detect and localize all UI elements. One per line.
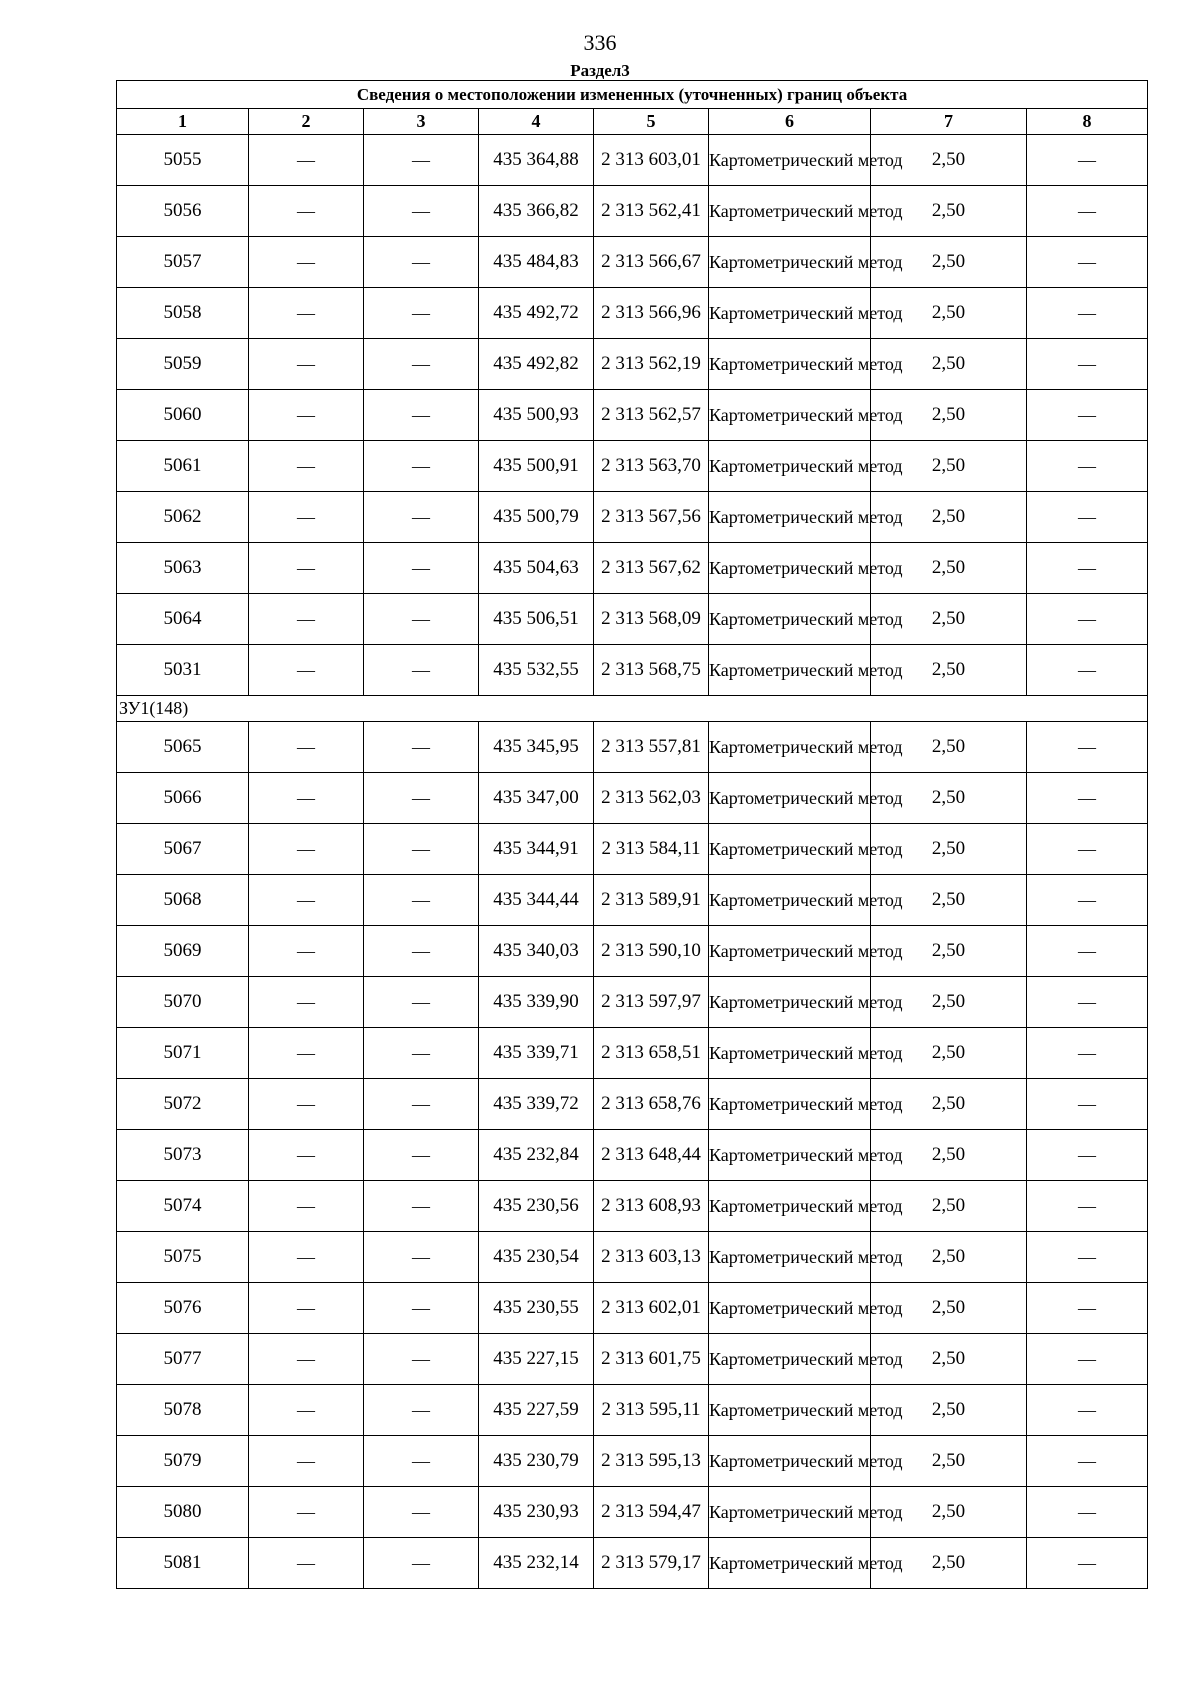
table-row — [117, 390, 1148, 441]
group-label: ЗУ1(148) — [117, 696, 1148, 722]
column-header: 2 — [249, 109, 364, 135]
table-row — [117, 1538, 1148, 1589]
method: Картометрический метод — [709, 1538, 871, 1589]
coord-x: 435 344,44 — [479, 875, 594, 926]
cell-dash: — — [249, 543, 364, 594]
cell-dash: — — [364, 977, 479, 1028]
point-number: 5056 — [117, 186, 249, 237]
cell-dash: — — [364, 543, 479, 594]
method: Картометрический метод — [709, 441, 871, 492]
accuracy: 2,50 — [871, 926, 1027, 977]
coord-y: 2 313 566,67 — [594, 237, 709, 288]
method: Картометрический метод — [709, 875, 871, 926]
method: Картометрический метод — [709, 135, 871, 186]
cell-dash: — — [364, 1079, 479, 1130]
cell-dash: — — [1027, 1130, 1148, 1181]
table-row — [117, 773, 1148, 824]
point-number: 5066 — [117, 773, 249, 824]
coord-x: 435 230,54 — [479, 1232, 594, 1283]
coord-y: 2 313 597,97 — [594, 977, 709, 1028]
cell-dash: — — [364, 875, 479, 926]
cell-dash: — — [249, 1436, 364, 1487]
point-number: 5075 — [117, 1232, 249, 1283]
point-number: 5065 — [117, 722, 249, 773]
accuracy: 2,50 — [871, 1028, 1027, 1079]
table-row — [117, 492, 1148, 543]
point-number: 5055 — [117, 135, 249, 186]
cell-dash: — — [249, 441, 364, 492]
accuracy: 2,50 — [871, 135, 1027, 186]
coord-y: 2 313 567,62 — [594, 543, 709, 594]
cell-dash: — — [249, 773, 364, 824]
point-number: 5077 — [117, 1334, 249, 1385]
column-header: 6 — [709, 109, 871, 135]
accuracy: 2,50 — [871, 441, 1027, 492]
method: Картометрический метод — [709, 1232, 871, 1283]
point-number: 5080 — [117, 1487, 249, 1538]
coord-y: 2 313 557,81 — [594, 722, 709, 773]
cell-dash: — — [1027, 1436, 1148, 1487]
coord-x: 435 344,91 — [479, 824, 594, 875]
method: Картометрический метод — [709, 1079, 871, 1130]
column-header: 8 — [1027, 109, 1148, 135]
cell-dash: — — [1027, 237, 1148, 288]
table-row — [117, 1232, 1148, 1283]
cell-dash: — — [1027, 1028, 1148, 1079]
coord-y: 2 313 658,51 — [594, 1028, 709, 1079]
cell-dash: — — [364, 288, 479, 339]
accuracy: 2,50 — [871, 594, 1027, 645]
coord-x: 435 492,82 — [479, 339, 594, 390]
table-row — [117, 1436, 1148, 1487]
cell-dash: — — [364, 1436, 479, 1487]
point-number: 5062 — [117, 492, 249, 543]
accuracy: 2,50 — [871, 339, 1027, 390]
table-row — [117, 1487, 1148, 1538]
coord-x: 435 364,88 — [479, 135, 594, 186]
table-row — [117, 288, 1148, 339]
accuracy: 2,50 — [871, 1079, 1027, 1130]
accuracy: 2,50 — [871, 977, 1027, 1028]
cell-dash: — — [1027, 1232, 1148, 1283]
cell-dash: — — [1027, 135, 1148, 186]
point-number: 5064 — [117, 594, 249, 645]
point-number: 5079 — [117, 1436, 249, 1487]
point-number: 5031 — [117, 645, 249, 696]
accuracy: 2,50 — [871, 773, 1027, 824]
cell-dash: — — [249, 1487, 364, 1538]
cell-dash: — — [249, 824, 364, 875]
cell-dash: — — [364, 1028, 479, 1079]
column-header: 5 — [594, 109, 709, 135]
cell-dash: — — [249, 492, 364, 543]
method: Картометрический метод — [709, 1130, 871, 1181]
coord-y: 2 313 566,96 — [594, 288, 709, 339]
cell-dash: — — [249, 594, 364, 645]
group-section — [117, 696, 1148, 722]
point-number: 5074 — [117, 1181, 249, 1232]
method: Картометрический метод — [709, 492, 871, 543]
table-body-before — [117, 135, 1148, 696]
cell-dash: — — [249, 186, 364, 237]
cell-dash: — — [364, 722, 479, 773]
coord-y: 2 313 648,44 — [594, 1130, 709, 1181]
coord-x: 435 500,93 — [479, 390, 594, 441]
cell-dash: — — [1027, 773, 1148, 824]
point-number: 5071 — [117, 1028, 249, 1079]
table-row — [117, 1385, 1148, 1436]
method: Картометрический метод — [709, 594, 871, 645]
table-row — [117, 1130, 1148, 1181]
coord-y: 2 313 590,10 — [594, 926, 709, 977]
cell-dash: — — [249, 1283, 364, 1334]
cell-dash: — — [364, 824, 479, 875]
method: Картометрический метод — [709, 1283, 871, 1334]
coord-y: 2 313 568,75 — [594, 645, 709, 696]
coord-y: 2 313 602,01 — [594, 1283, 709, 1334]
cell-dash: — — [249, 237, 364, 288]
accuracy: 2,50 — [871, 1385, 1027, 1436]
table-row — [117, 237, 1148, 288]
coord-x: 435 227,15 — [479, 1334, 594, 1385]
table-row — [117, 824, 1148, 875]
cell-dash: — — [364, 645, 479, 696]
method: Картометрический метод — [709, 1436, 871, 1487]
column-header: 3 — [364, 109, 479, 135]
point-number: 5063 — [117, 543, 249, 594]
coord-y: 2 313 563,70 — [594, 441, 709, 492]
accuracy: 2,50 — [871, 645, 1027, 696]
cell-dash: — — [1027, 288, 1148, 339]
coord-x: 435 532,55 — [479, 645, 594, 696]
table-row — [117, 1079, 1148, 1130]
method: Картометрический метод — [709, 1487, 871, 1538]
method: Картометрический метод — [709, 339, 871, 390]
cell-dash: — — [249, 645, 364, 696]
method: Картометрический метод — [709, 237, 871, 288]
cell-dash: — — [364, 1181, 479, 1232]
cell-dash: — — [1027, 926, 1148, 977]
accuracy: 2,50 — [871, 1334, 1027, 1385]
point-number: 5073 — [117, 1130, 249, 1181]
coord-x: 435 339,71 — [479, 1028, 594, 1079]
point-number: 5068 — [117, 875, 249, 926]
coord-y: 2 313 658,76 — [594, 1079, 709, 1130]
cell-dash: — — [364, 1283, 479, 1334]
cell-dash: — — [249, 722, 364, 773]
accuracy: 2,50 — [871, 1487, 1027, 1538]
cell-dash: — — [1027, 1334, 1148, 1385]
cell-dash: — — [1027, 594, 1148, 645]
cell-dash: — — [1027, 1079, 1148, 1130]
coord-x: 435 500,91 — [479, 441, 594, 492]
coord-y: 2 313 603,13 — [594, 1232, 709, 1283]
method: Картометрический метод — [709, 645, 871, 696]
coord-x: 435 339,72 — [479, 1079, 594, 1130]
table-row — [117, 1028, 1148, 1079]
accuracy: 2,50 — [871, 722, 1027, 773]
table-row — [117, 1283, 1148, 1334]
cell-dash: — — [1027, 1385, 1148, 1436]
table-row — [117, 722, 1148, 773]
cell-dash: — — [364, 492, 479, 543]
coord-y: 2 313 562,57 — [594, 390, 709, 441]
table-row — [117, 594, 1148, 645]
cell-dash: — — [249, 339, 364, 390]
cell-dash: — — [249, 1181, 364, 1232]
accuracy: 2,50 — [871, 543, 1027, 594]
coord-x: 435 345,95 — [479, 722, 594, 773]
accuracy: 2,50 — [871, 824, 1027, 875]
point-number: 5078 — [117, 1385, 249, 1436]
coord-y: 2 313 562,03 — [594, 773, 709, 824]
point-number: 5058 — [117, 288, 249, 339]
coord-x: 435 484,83 — [479, 237, 594, 288]
accuracy: 2,50 — [871, 288, 1027, 339]
coord-x: 435 230,56 — [479, 1181, 594, 1232]
boundary-table — [116, 80, 1148, 1589]
cell-dash: — — [1027, 645, 1148, 696]
point-number: 5067 — [117, 824, 249, 875]
method: Картометрический метод — [709, 773, 871, 824]
point-number: 5061 — [117, 441, 249, 492]
coord-x: 435 492,72 — [479, 288, 594, 339]
accuracy: 2,50 — [871, 1283, 1027, 1334]
point-number: 5081 — [117, 1538, 249, 1589]
point-number: 5069 — [117, 926, 249, 977]
cell-dash: — — [364, 237, 479, 288]
cell-dash: — — [364, 186, 479, 237]
coord-y: 2 313 562,19 — [594, 339, 709, 390]
coord-y: 2 313 589,91 — [594, 875, 709, 926]
accuracy: 2,50 — [871, 1232, 1027, 1283]
cell-dash: — — [249, 1130, 364, 1181]
accuracy: 2,50 — [871, 1130, 1027, 1181]
coord-y: 2 313 584,11 — [594, 824, 709, 875]
method: Картометрический метод — [709, 977, 871, 1028]
cell-dash: — — [364, 441, 479, 492]
coord-y: 2 313 603,01 — [594, 135, 709, 186]
coord-y: 2 313 568,09 — [594, 594, 709, 645]
table-row — [117, 977, 1148, 1028]
coord-x: 435 340,03 — [479, 926, 594, 977]
coord-y: 2 313 595,13 — [594, 1436, 709, 1487]
group-row — [117, 696, 1148, 722]
point-number: 5076 — [117, 1283, 249, 1334]
coord-x: 435 230,79 — [479, 1436, 594, 1487]
coord-x: 435 366,82 — [479, 186, 594, 237]
table-row — [117, 186, 1148, 237]
method: Картометрический метод — [709, 186, 871, 237]
accuracy: 2,50 — [871, 390, 1027, 441]
cell-dash: — — [364, 1538, 479, 1589]
point-number: 5072 — [117, 1079, 249, 1130]
method: Картометрический метод — [709, 288, 871, 339]
coord-x: 435 500,79 — [479, 492, 594, 543]
column-header: 4 — [479, 109, 594, 135]
cell-dash: — — [249, 135, 364, 186]
table-row — [117, 1334, 1148, 1385]
cell-dash: — — [1027, 1538, 1148, 1589]
cell-dash: — — [249, 977, 364, 1028]
table-row — [117, 645, 1148, 696]
accuracy: 2,50 — [871, 1538, 1027, 1589]
cell-dash: — — [249, 875, 364, 926]
table-row — [117, 875, 1148, 926]
cell-dash: — — [364, 135, 479, 186]
cell-dash: — — [364, 1385, 479, 1436]
cell-dash: — — [1027, 824, 1148, 875]
coord-y: 2 313 594,47 — [594, 1487, 709, 1538]
cell-dash: — — [249, 1538, 364, 1589]
point-number: 5070 — [117, 977, 249, 1028]
accuracy: 2,50 — [871, 492, 1027, 543]
cell-dash: — — [1027, 1487, 1148, 1538]
table-body-after — [117, 722, 1148, 1589]
cell-dash: — — [364, 1334, 479, 1385]
cell-dash: — — [364, 390, 479, 441]
cell-dash: — — [1027, 441, 1148, 492]
method: Картометрический метод — [709, 824, 871, 875]
column-header: 1 — [117, 109, 249, 135]
method: Картометрический метод — [709, 543, 871, 594]
coord-y: 2 313 601,75 — [594, 1334, 709, 1385]
coord-y: 2 313 608,93 — [594, 1181, 709, 1232]
coord-x: 435 339,90 — [479, 977, 594, 1028]
accuracy: 2,50 — [871, 1436, 1027, 1487]
coord-y: 2 313 567,56 — [594, 492, 709, 543]
cell-dash: — — [364, 926, 479, 977]
method: Картометрический метод — [709, 1181, 871, 1232]
cell-dash: — — [1027, 1283, 1148, 1334]
point-number: 5060 — [117, 390, 249, 441]
coord-x: 435 230,93 — [479, 1487, 594, 1538]
coord-x: 435 232,14 — [479, 1538, 594, 1589]
coord-x: 435 230,55 — [479, 1283, 594, 1334]
table-row — [117, 135, 1148, 186]
method: Картометрический метод — [709, 390, 871, 441]
cell-dash: — — [1027, 875, 1148, 926]
cell-dash: — — [1027, 339, 1148, 390]
accuracy: 2,50 — [871, 875, 1027, 926]
cell-dash: — — [364, 773, 479, 824]
cell-dash: — — [364, 1487, 479, 1538]
method: Картометрический метод — [709, 1334, 871, 1385]
section-title: Раздел3 — [570, 61, 630, 80]
method: Картометрический метод — [709, 926, 871, 977]
cell-dash: — — [249, 1232, 364, 1283]
coord-y: 2 313 562,41 — [594, 186, 709, 237]
method: Картометрический метод — [709, 1385, 871, 1436]
column-header: 7 — [871, 109, 1027, 135]
cell-dash: — — [249, 1334, 364, 1385]
accuracy: 2,50 — [871, 237, 1027, 288]
cell-dash: — — [249, 1385, 364, 1436]
cell-dash: — — [364, 594, 479, 645]
accuracy: 2,50 — [871, 1181, 1027, 1232]
cell-dash: — — [1027, 186, 1148, 237]
coord-y: 2 313 579,17 — [594, 1538, 709, 1589]
coord-x: 435 347,00 — [479, 773, 594, 824]
cell-dash: — — [1027, 390, 1148, 441]
point-number: 5059 — [117, 339, 249, 390]
cell-dash: — — [249, 288, 364, 339]
point-number: 5057 — [117, 237, 249, 288]
cell-dash: — — [249, 1028, 364, 1079]
method: Картометрический метод — [709, 1028, 871, 1079]
coord-x: 435 506,51 — [479, 594, 594, 645]
cell-dash: — — [1027, 543, 1148, 594]
table-row — [117, 1181, 1148, 1232]
cell-dash: — — [364, 1232, 479, 1283]
table-row — [117, 543, 1148, 594]
table-row — [117, 441, 1148, 492]
cell-dash: — — [1027, 1181, 1148, 1232]
coord-x: 435 504,63 — [479, 543, 594, 594]
cell-dash: — — [249, 390, 364, 441]
cell-dash: — — [1027, 492, 1148, 543]
cell-dash: — — [249, 1079, 364, 1130]
cell-dash: — — [364, 339, 479, 390]
cell-dash: — — [1027, 977, 1148, 1028]
cell-dash: — — [1027, 722, 1148, 773]
page-number: 336 — [583, 30, 617, 55]
table-row — [117, 339, 1148, 390]
coord-x: 435 232,84 — [479, 1130, 594, 1181]
cell-dash: — — [364, 1130, 479, 1181]
coord-y: 2 313 595,11 — [594, 1385, 709, 1436]
accuracy: 2,50 — [871, 186, 1027, 237]
table-row — [117, 926, 1148, 977]
coord-x: 435 227,59 — [479, 1385, 594, 1436]
method: Картометрический метод — [709, 722, 871, 773]
table-title: Сведения о местоположении измененных (уточненных) границ объекта — [117, 81, 1148, 109]
cell-dash: — — [249, 926, 364, 977]
